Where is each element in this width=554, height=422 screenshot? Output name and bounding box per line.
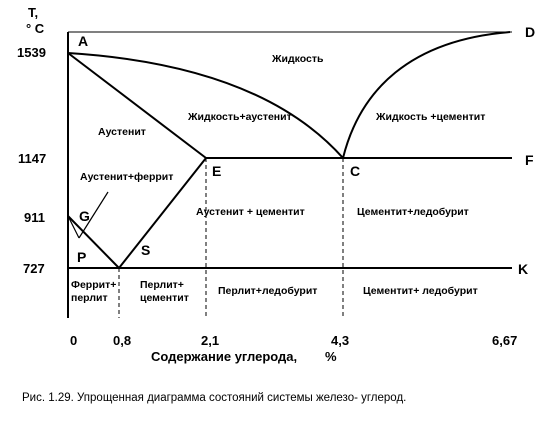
- y-axis-title-line1: T,: [28, 5, 39, 20]
- region-pearlite-cementite-line1: Перлит+: [140, 279, 184, 291]
- point-D: D: [525, 24, 536, 40]
- region-liquid-austenite: Жидкость+аустенит: [188, 111, 292, 123]
- figure-caption: Рис. 1.29. Упрощенная диаграмма состояний системы железо- углерод.: [22, 392, 407, 404]
- region-cementite-ledeburite-lower: Цементит+ ледобурит: [363, 285, 478, 297]
- region-liquid-cementite: Жидкость +цементит: [376, 111, 486, 123]
- y-tick-727: 727: [23, 261, 45, 276]
- region-ferrite-pearlite-line2: перлит: [71, 292, 108, 304]
- x-axis-labels: [70, 333, 517, 364]
- point-S: S: [141, 242, 151, 258]
- region-austenite: Аустенит: [98, 126, 146, 138]
- region-labels: [71, 53, 485, 304]
- y-tick-1147: 1147: [18, 151, 47, 166]
- point-F: F: [525, 152, 534, 168]
- region-pearlite-cementite-line2: цементит: [140, 292, 189, 304]
- point-P: P: [77, 249, 87, 265]
- liquidus-curve-CD: [343, 32, 510, 158]
- region-austenite-cementite: Аустенит + цементит: [196, 206, 305, 218]
- x-axis-title: Содержание углерода,: [151, 349, 298, 364]
- region-liquid: Жидкость: [272, 53, 324, 65]
- y-axis-labels: [17, 5, 46, 276]
- liquidus-curve-AC: [68, 53, 343, 158]
- region-pearlite-ledeburite: Перлит+ледобурит: [218, 285, 318, 297]
- region-cementite-ledeburite-upper: Цементит+ледобурит: [357, 206, 469, 218]
- region-austenite-ferrite: Аустенит+феррит: [80, 171, 174, 183]
- y-axis-title-line2: ° C: [26, 21, 45, 36]
- x-tick-4-3: 4,3: [331, 333, 350, 348]
- line-GP: [68, 216, 79, 238]
- y-tick-911: 911: [24, 210, 45, 225]
- solidus-line-AE: [68, 53, 206, 158]
- x-tick-6-67: 6,67: [492, 333, 518, 348]
- point-A: A: [78, 33, 89, 49]
- point-K: K: [518, 261, 529, 277]
- y-tick-1539: 1539: [17, 45, 46, 60]
- line-GS: [68, 216, 119, 268]
- point-C: C: [350, 163, 361, 179]
- point-G: G: [79, 208, 90, 224]
- x-axis-unit: %: [325, 349, 337, 364]
- x-tick-0: 0: [70, 333, 78, 348]
- x-tick-2-1: 2,1: [201, 333, 220, 348]
- x-tick-0-8: 0,8: [113, 333, 132, 348]
- point-E: E: [212, 163, 222, 179]
- region-ferrite-pearlite-line1: Феррит+: [71, 279, 117, 291]
